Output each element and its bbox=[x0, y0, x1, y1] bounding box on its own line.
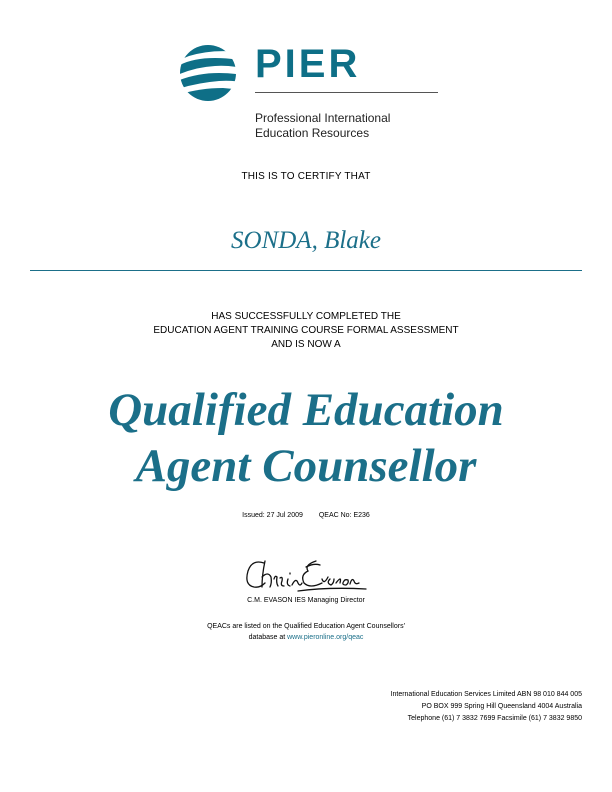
name-divider bbox=[30, 270, 582, 271]
completion-line3: AND IS NOW A bbox=[271, 339, 341, 350]
database-note bbox=[0, 621, 612, 643]
recipient-name: SONDA, Blake bbox=[231, 227, 381, 254]
qeac-database-link[interactable]: www.pieronline.org/qeac bbox=[287, 634, 364, 641]
pier-wordmark: PIER bbox=[255, 42, 361, 86]
footer-postal-line: PO BOX 999 Spring Hill Queensland 4004 Australia bbox=[421, 703, 582, 710]
database-note-line1: QEACs are listed on the Qualified Education Agent Counsellors' bbox=[207, 623, 405, 630]
pier-globe-logo-icon bbox=[175, 44, 247, 102]
issue-details bbox=[0, 512, 612, 519]
completion-line2: EDUCATION AGENT TRAINING COURSE FORMAL ASSESSMENT bbox=[153, 325, 459, 336]
database-note-prefix: database at bbox=[248, 634, 288, 641]
footer-company-line: International Education Services Limited ABN 98 010 844 005 bbox=[390, 691, 582, 698]
organization-subtitle bbox=[255, 111, 390, 141]
issued-date: Issued: 27 Jul 2009 bbox=[242, 512, 303, 519]
footer-phone-line: Telephone (61) 7 3832 7699 Facsimile (61) 7 3832 9850 bbox=[407, 715, 582, 722]
logo-divider bbox=[255, 92, 438, 93]
completion-line1: HAS SUCCESSFULLY COMPLETED THE bbox=[211, 311, 401, 322]
organization-subtitle-line2: Education Resources bbox=[255, 126, 370, 140]
certify-intro: THIS IS TO CERTIFY THAT bbox=[241, 171, 371, 182]
footer-address bbox=[391, 689, 582, 725]
database-note-line2 bbox=[0, 632, 612, 643]
qeac-number: QEAC No: E236 bbox=[318, 512, 370, 519]
completion-statement bbox=[0, 310, 612, 352]
qualification-title-line1: Qualified Education bbox=[108, 384, 504, 436]
signature-text: Chris Evason bbox=[238, 553, 244, 554]
qualification-title-line2: Agent Counsellor bbox=[135, 440, 477, 492]
organization-subtitle-line1: Professional International bbox=[255, 111, 391, 125]
signer-title: C.M. EVASON IES Managing Director bbox=[247, 597, 365, 604]
director-signature bbox=[238, 553, 370, 597]
qualification-title bbox=[0, 382, 612, 494]
